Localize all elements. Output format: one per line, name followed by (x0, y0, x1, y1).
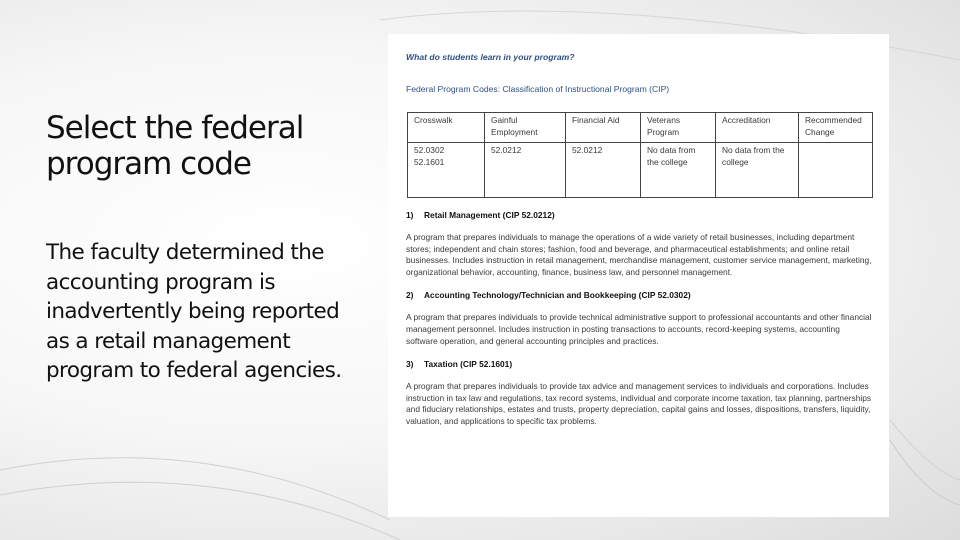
header-financial-aid: Financial Aid (566, 113, 641, 143)
table-row (408, 143, 873, 198)
section-title-text: Accounting Technology/Technician and Bookkeeping (CIP 52.0302) (424, 290, 691, 301)
header-veterans-program: Veterans Program (641, 113, 716, 143)
section-number: 1) (406, 210, 414, 220)
document-subheading: Federal Program Codes: Classification of Instructional Program (CIP) (406, 84, 670, 94)
cell-gainful-employment: 52.0212 (485, 143, 566, 198)
section-number: 3) (406, 359, 414, 370)
header-gainful-employment: Gainful Employment (485, 113, 566, 143)
table-header-row (408, 113, 873, 143)
section-number: 2) (406, 290, 414, 301)
cell-veterans-program: No data from the college (641, 143, 716, 198)
section-title (406, 359, 873, 369)
slide-title: Select the federal program code (46, 110, 304, 182)
cell-recommended-change (799, 143, 873, 198)
document-screenshot (388, 34, 889, 517)
header-recommended-change: Recommended Change (799, 113, 873, 143)
section-accounting-technology (406, 290, 873, 347)
section-retail-management (406, 210, 873, 278)
section-body: A program that prepares individuals to provide technical administrative support to professional accountants and other financial management personnel. Includes instruction in posting transactions to accounts, record-keeping systems, accounting software operation, and general accounting principles and practices. (406, 312, 872, 346)
header-crosswalk: Crosswalk (408, 113, 485, 143)
section-body: A program that prepares individuals to provide tax advice and management services to individuals and corporations. Includes instruction in tax law and regulations, tax record systems, individual and corporate income taxation, tax planning, partnerships and fiduciary relationships, estates and trusts, property depreciation, capital gains and losses, dispositions, transfers, liquidity, valuation, and applications to specific tax problems. (406, 381, 872, 426)
section-title-text: Retail Management (CIP 52.0212) (424, 210, 555, 220)
cell-financial-aid: 52.0212 (566, 143, 641, 198)
section-title (406, 210, 873, 220)
header-accreditation: Accreditation (716, 113, 799, 143)
cip-code-table (407, 112, 873, 198)
document-heading: What do students learn in your program? (406, 52, 575, 62)
slide-body-text: The faculty determined the accounting program is inadvertently being reported as a retail management program to federal agencies. (46, 240, 342, 383)
section-body: A program that prepares individuals to manage the operations of a wide variety of retail businesses, including department stores; independent and chain stores; fashion, food and beverage, and pharmaceutical establishments; and online retail businesses. Includes instruction in retail management, merchandise management, customer service management, marketing, organizational behavior, accounting, finance, business law, and personnel management. (406, 232, 872, 277)
section-taxation (406, 359, 873, 427)
section-title-text: Taxation (CIP 52.1601) (424, 359, 513, 370)
section-title (406, 290, 873, 300)
cell-accreditation: No data from the college (716, 143, 799, 198)
cell-crosswalk: 52.0302 52.1601 (408, 143, 485, 198)
